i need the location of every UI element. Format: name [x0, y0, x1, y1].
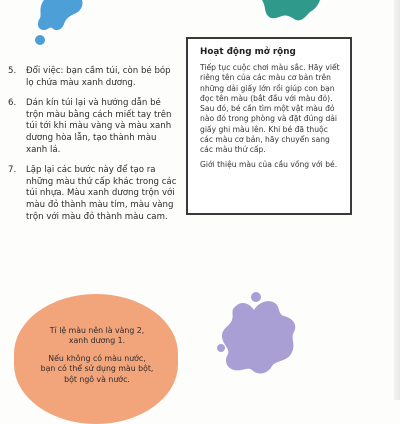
- step-text: Lặp lại các bước này để tạo ra những màu thứ cấp khác trong các túi nhựa. Màu xanh dương trộn với màu đỏ thành màu tím, màu vàng trộn với màu đỏ thành màu cam.: [26, 165, 177, 222]
- blue-paint-splash: [26, 0, 88, 50]
- page-edge: [394, 0, 400, 400]
- extension-activity-rainbow-text: Giới thiệu màu của cầu vồng với bé.: [200, 159, 338, 169]
- purple-paint-splash: [214, 292, 314, 382]
- extension-activity-text: Tiếp tục cuộc chơi màu sắc. Hãy viết riêng tên của các màu cơ bản trên những dải giấy lớn rồi giúp con bạn đọc tên màu (bắt đầu với màu đỏ). Sau đó, bé cần tìm một vật màu đỏ nào đó trong phòng và đặt đúng dải giấy ghi màu lên. Khi bé đã thuộc các màu cơ bản, hãy chuyển sang các màu thứ cấp.: [200, 63, 340, 155]
- step-number: 7.: [8, 165, 17, 176]
- tip-note-circle: [14, 294, 178, 424]
- step-item: [8, 66, 178, 89]
- extension-activity-title: Hoạt động mở rộng: [200, 47, 296, 57]
- alternative-paint-tip: Nếu không có màu nước, bạn có thể sử dụng màu bột, bột ngô và nước.: [40, 353, 154, 384]
- step-number: 6.: [8, 98, 17, 109]
- step-item: [8, 165, 178, 223]
- step-item: [8, 98, 178, 156]
- step-text: Dán kín túi lại và hướng dẫn bé trộn màu bằng cách miết tay trên túi tới khi màu vàng và màu xanh dương hòa lẫn, tạo thành màu xanh lá.: [26, 98, 172, 155]
- step-number: 5.: [8, 66, 17, 76]
- color-ratio-tip: Tỉ lệ màu nên là vàng 2, xanh dương 1.: [49, 326, 145, 346]
- step-text: Đổi việc: bạn cầm túi, còn bé bóp lọ chứa màu xanh dương.: [26, 66, 171, 88]
- extension-activity-box: [186, 37, 352, 215]
- teal-paint-splash: [258, 0, 324, 22]
- instruction-steps: [8, 66, 178, 232]
